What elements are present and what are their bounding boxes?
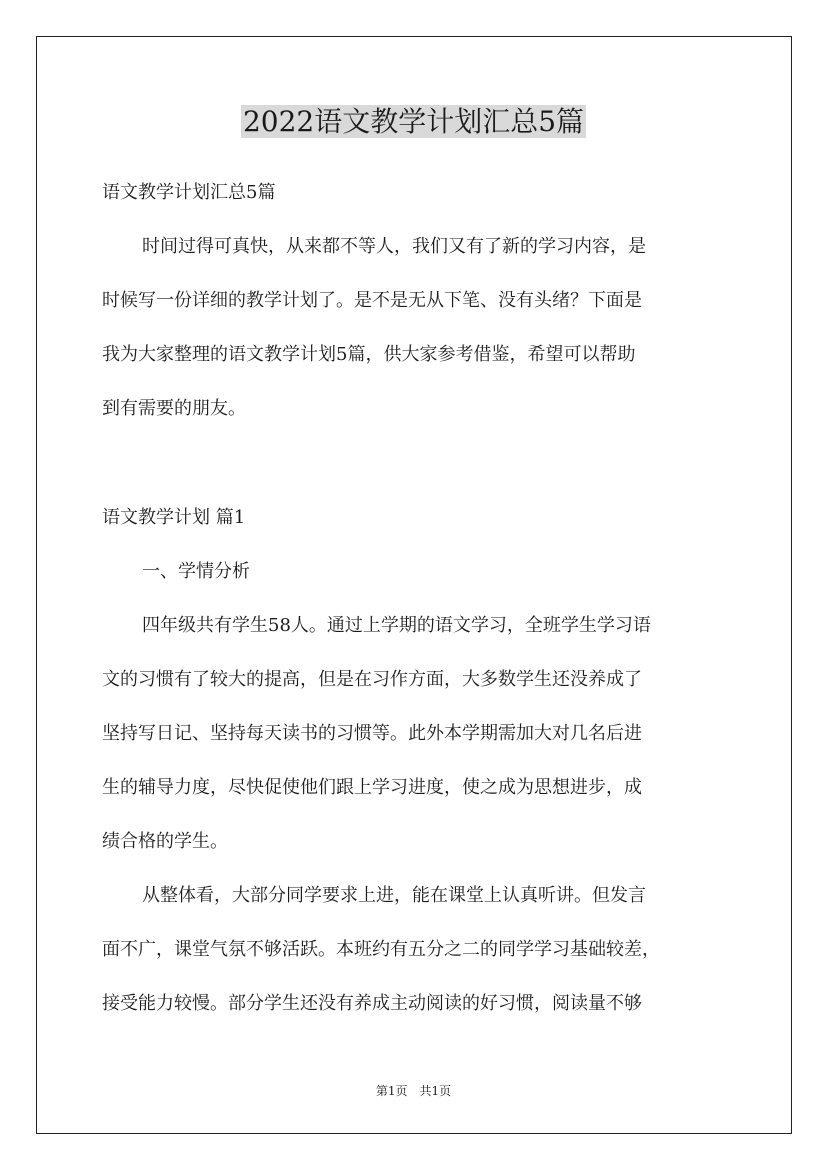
- paragraph-line: 生的辅导力度，尽快促使他们跟上学习进度，使之成为思想进步，成: [102, 777, 642, 798]
- paragraph-line: 我为大家整理的语文教学计划5篇，供大家参考借鉴，希望可以帮助: [102, 344, 636, 365]
- subsection-title: 一、学情分析: [142, 561, 250, 582]
- paragraph-line: 面不广，课堂气氛不够活跃。本班约有五分之二的同学学习基础较差，: [102, 939, 660, 960]
- paragraph-line: 时候写一份详细的教学计划了。是不是无从下笔、没有头绪？下面是: [102, 290, 642, 311]
- subsection-heading: [102, 545, 728, 599]
- paragraph-line: 接受能力较慢。部分学生还没有养成主动阅读的好习惯，阅读量不够: [102, 993, 642, 1014]
- subtitle-text: 语文教学计划汇总5篇: [102, 182, 276, 203]
- intro-paragraph: [102, 220, 728, 436]
- paragraph-1: [102, 599, 728, 869]
- document-title-text: 2022语文教学计划汇总5篇: [242, 105, 585, 138]
- paragraph-line: 绩合格的学生。: [102, 831, 228, 852]
- document-title: [0, 100, 827, 144]
- paragraph-line: 四年级共有学生58人。通过上学期的语文学习，全班学生学习语: [142, 615, 651, 636]
- section-heading: [102, 491, 728, 545]
- paragraph-line: 文的习惯有了较大的提高，但是在习作方面，大多数学生还没养成了: [102, 669, 642, 690]
- paragraph-line: 时间过得可真快，从来都不等人，我们又有了新的学习内容，是: [142, 236, 646, 257]
- paragraph-2: [102, 869, 728, 1031]
- paragraph-line: 到有需要的朋友。: [102, 398, 246, 419]
- section-title: 语文教学计划 篇1: [102, 507, 246, 528]
- paragraph-line: 从整体看，大部分同学要求上进，能在课堂上认真听讲。但发言: [142, 885, 646, 906]
- paragraph-line: 坚持写日记、坚持每天读书的习惯等。此外本学期需加大对几名后进: [102, 723, 642, 744]
- document-subtitle: [102, 166, 728, 220]
- page-footer: 第1页 共1页: [375, 1084, 452, 1098]
